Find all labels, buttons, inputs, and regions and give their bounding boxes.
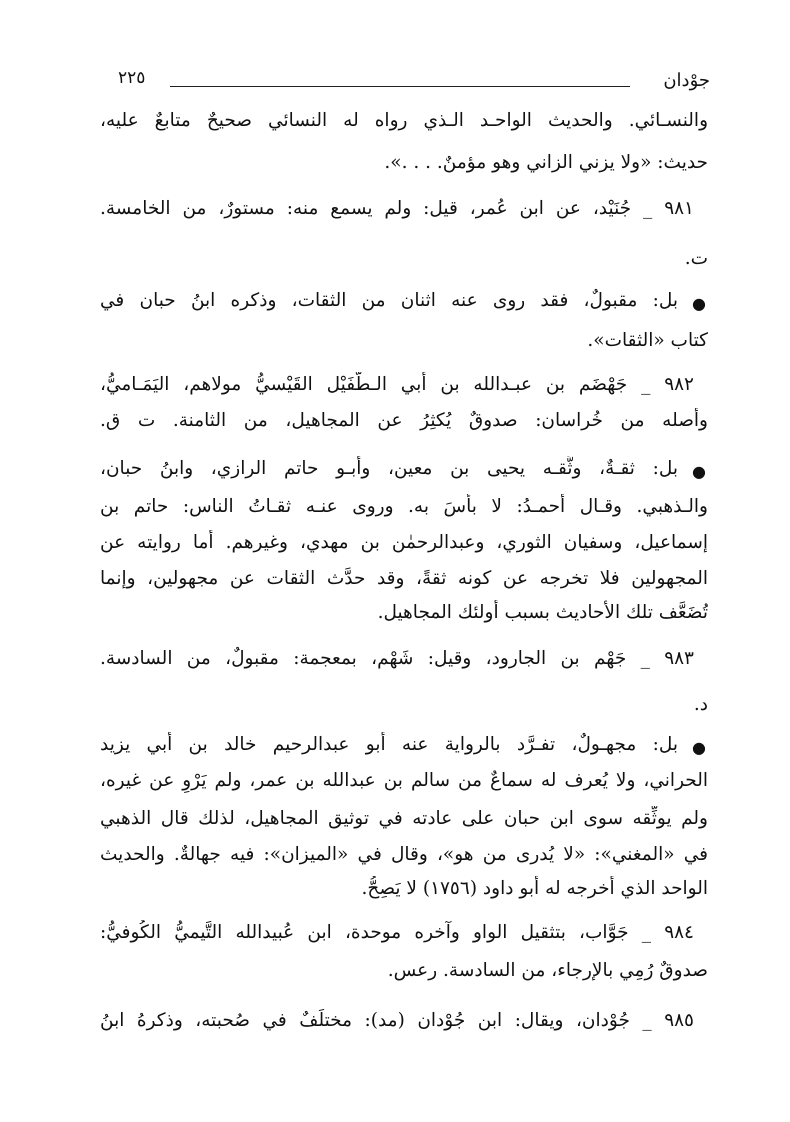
bullet-icon: ● bbox=[692, 294, 706, 313]
bullet-icon: ● bbox=[692, 738, 706, 757]
text-line: المجهولين فلا تخرجه عن كونه ثقةً، وقد حدَّث الثقات عن مجهولين، وإنما bbox=[100, 568, 708, 589]
page-header bbox=[118, 64, 710, 98]
text-line: الواحد الذي أخرجه له أبو داود (١٧٥٦) لا يَصِحُّ. bbox=[361, 878, 708, 899]
entry-983: ٩٨٣ _ جَهْم بن الجارود، وقيل: شَهْم، بمعجمة: مقبولٌ، من السادسة. bbox=[100, 648, 694, 669]
text-line: كتاب «الثقات». bbox=[587, 330, 708, 351]
text-line: ت. bbox=[684, 248, 708, 269]
text-line: وأصله من خُراسان: صدوقٌ يُكثِرُ عن المجاهيل، من الثامنة. ت ق. bbox=[100, 410, 708, 431]
text-line: تُضَعَّف تلك الأحاديث بسبب أولئك المجاهيل. bbox=[377, 602, 708, 623]
entry-984: ٩٨٤ _ جَوَّاب، بتثقيل الواو وآخره موحدة، ابن عُبيدالله التَّيميُّ الكُوفيُّ: bbox=[100, 922, 694, 943]
entry-985: ٩٨٥ _ جُوْدان، ويقال: ابن جُوْدان (مد): مختلَفٌ في صُحبته، وذكرهُ ابنُ bbox=[100, 1010, 694, 1031]
text-line: صدوقٌ رُمِي بالإرجاء، من السادسة. رعس. bbox=[387, 960, 708, 981]
comment-line: بل: مجهـولٌ، تفـرَّد بالرواية عنه أبو عبدالرحيم خالد بن أبي يزيد bbox=[100, 734, 678, 755]
comment-line: بل: مقبولٌ، فقد روى عنه اثنان من الثقات، وذكره ابنُ حبان في bbox=[100, 290, 678, 311]
text-line: في «المغني»: «لا يُدرى من هو»، وقال في «الميزان»: فيه جهالةٌ. والحديث bbox=[100, 844, 708, 865]
text-line: والنسـائي. والحديث الواحـد الـذي رواه له النسائي صحيحٌ متابعٌ عليه، bbox=[100, 110, 708, 131]
text-line: إسماعيل، وسفيان الثوري، وعبدالرحمٰن بن مهدي، وغيرهم. أما روايته عن bbox=[100, 532, 708, 553]
entry-982: ٩٨٢ _ جَهْضَم بن عبـدالله بن أبي الـطُّفَيْل القَيْسيُّ مولاهم، اليَمَـاميُّ، bbox=[100, 374, 694, 395]
comment-line: بل: ثقـةٌ، وثَّقـه يحيى بن معين، وأبـو حاتم الرازي، وابنُ حبان، bbox=[100, 458, 678, 479]
text-line: حديث: «ولا يزني الزاني وهو مؤمنٌ. . . .». bbox=[384, 152, 708, 173]
running-title: جوْدان bbox=[663, 70, 710, 91]
header-rule bbox=[170, 86, 630, 87]
text-line: د. bbox=[693, 694, 708, 715]
page-number: ٢٢٥ bbox=[118, 68, 146, 88]
text-line: والـذهبي. وقـال أحمـدُ: لا بأسَ به. وروى عنـه ثقـاتُ الناس: حاتم بن bbox=[100, 496, 708, 517]
bullet-icon: ● bbox=[692, 462, 706, 481]
entry-981: ٩٨١ _ جُنَيْد، عن ابن عُمر، قيل: ولم يسمع منه: مستورٌ، من الخامسة. bbox=[100, 198, 694, 219]
text-line: الحراني، ولا يُعرف له سماعٌ من سالم بن عبدالله بن عمر، ولم يَرْوِ عن غيره، bbox=[100, 770, 708, 791]
text-line: ولم يوثِّقه سوى ابن حبان على عادته في توثيق المجاهيل، لذلك قال الذهبي bbox=[100, 808, 708, 829]
